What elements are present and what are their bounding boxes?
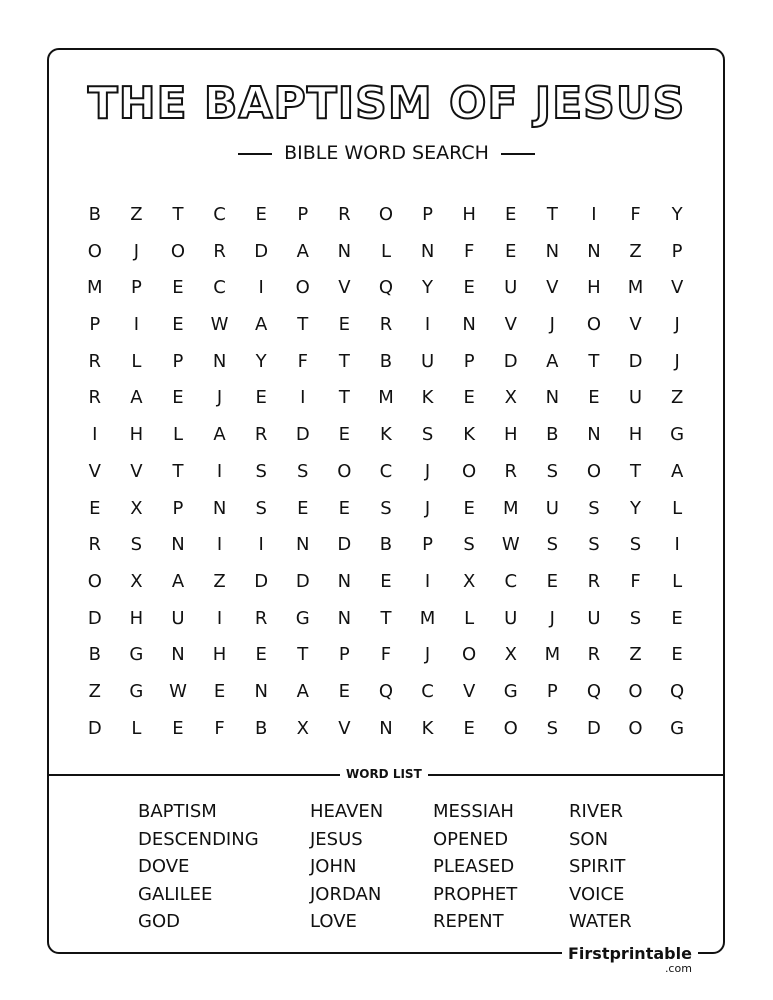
subtitle — [0, 141, 773, 165]
grid-letter: E — [172, 314, 184, 336]
subtitle-text: BIBLE WORD SEARCH — [284, 142, 489, 164]
grid-letter: M — [544, 644, 561, 666]
grid-letter: S — [588, 497, 600, 519]
grid-letter: P — [130, 277, 142, 299]
word-item: OPENED — [433, 828, 509, 850]
grid-letter: E — [297, 497, 309, 519]
grid-letter: W — [169, 680, 187, 702]
grid-letter: V — [629, 314, 642, 336]
grid-letter: P — [422, 534, 433, 556]
grid-letter: H — [129, 424, 144, 446]
grid-letter: I — [300, 387, 306, 409]
grid-letter: N — [587, 240, 601, 262]
grid-letter: C — [421, 680, 434, 702]
grid-letter: V — [546, 277, 559, 299]
grid-letter: T — [172, 460, 184, 482]
word-list-label: WORD LIST — [340, 765, 428, 783]
grid-letter: E — [172, 387, 184, 409]
grid-letter: H — [462, 204, 476, 225]
grid-letter: I — [424, 314, 431, 336]
grid-letter: E — [463, 717, 475, 739]
grid-letter: T — [380, 607, 392, 629]
word-item: RIVER — [569, 801, 624, 822]
grid-letter: S — [546, 460, 559, 482]
grid-letter: R — [88, 534, 102, 556]
grid-letter: N — [462, 314, 476, 336]
grid-letter: S — [297, 460, 309, 482]
grid-letter: Z — [88, 680, 101, 702]
grid-letter: O — [462, 460, 477, 482]
grid-letter: L — [131, 717, 142, 739]
grid-letter: Z — [130, 204, 143, 225]
grid-letter: A — [670, 460, 684, 482]
logo-suffix: .com — [664, 962, 692, 975]
grid-letter: A — [296, 680, 309, 702]
grid-letter: D — [586, 717, 601, 739]
grid-letter: J — [549, 607, 555, 629]
grid-letter: E — [213, 680, 226, 702]
grid-letter: X — [130, 497, 143, 519]
grid-letter: T — [172, 204, 184, 225]
grid-letter: D — [503, 350, 518, 372]
word-column-1 — [138, 798, 259, 936]
grid-letter: E — [338, 497, 351, 519]
grid-letter: T — [546, 204, 558, 225]
grid-letter: R — [587, 570, 601, 592]
grid-letter: Z — [670, 387, 684, 409]
divider-right — [501, 153, 535, 155]
grid-letter: M — [378, 387, 394, 409]
grid-letter: N — [171, 644, 185, 666]
grid-letter: H — [212, 644, 227, 666]
grid-letter: J — [133, 240, 140, 262]
word-item: SON — [569, 828, 609, 850]
grid-letter: N — [296, 534, 310, 556]
grid-letter: D — [628, 350, 643, 372]
word-item: VOICE — [569, 883, 625, 905]
word-column-4 — [569, 798, 632, 936]
grid-letter: I — [92, 424, 98, 446]
grid-letter: R — [88, 350, 102, 372]
grid-letter: G — [129, 680, 144, 702]
grid-letter: H — [503, 424, 518, 446]
grid-letter: N — [212, 350, 227, 372]
grid-letter: U — [587, 607, 601, 629]
grid-letter: E — [463, 277, 475, 299]
grid-letter: E — [255, 387, 267, 409]
grid-letter: X — [130, 570, 143, 592]
grid-letter: B — [379, 534, 393, 556]
grid-letter: E — [380, 570, 392, 592]
grid-letter: N — [254, 680, 268, 702]
grid-letter: B — [88, 204, 101, 225]
grid-letter: E — [255, 644, 267, 666]
grid-letter: A — [296, 240, 309, 262]
grid-letter: O — [87, 240, 102, 262]
grid-letter: M — [627, 277, 644, 299]
grid-letter: K — [463, 424, 476, 446]
grid-letter: M — [419, 607, 436, 629]
grid-letter: J — [674, 314, 680, 336]
grid-letter: A — [171, 570, 185, 592]
grid-letter: E — [463, 497, 475, 519]
grid-letter: N — [545, 240, 560, 262]
grid-letter: G — [670, 717, 685, 739]
grid-letter: E — [546, 570, 559, 592]
grid-letter: O — [628, 680, 643, 702]
grid-letter: E — [89, 497, 101, 519]
grid-letter: S — [255, 460, 267, 482]
grid-letter: D — [254, 570, 269, 592]
letter-grid — [74, 197, 698, 747]
grid-letter: S — [629, 607, 642, 629]
grid-letter: L — [380, 240, 391, 262]
grid-letter: Z — [629, 240, 642, 262]
grid-letter: S — [380, 497, 392, 519]
grid-letter: A — [546, 350, 559, 372]
grid-letter: L — [672, 497, 683, 519]
grid-letter: B — [379, 350, 393, 372]
page-title: THE BAPTISM OF JESUS — [87, 78, 686, 129]
grid-letter: I — [216, 534, 223, 556]
grid-letter: R — [338, 204, 351, 225]
grid-letter: S — [463, 534, 475, 556]
grid-letter: O — [503, 717, 518, 739]
grid-letter: D — [337, 534, 352, 556]
grid-letter: N — [545, 387, 560, 409]
grid-letter: G — [670, 424, 685, 446]
firstprintable-logo — [562, 944, 698, 974]
grid-letter: U — [545, 497, 559, 519]
grid-letter: O — [87, 570, 102, 592]
grid-letter: E — [463, 387, 475, 409]
grid-letter: H — [129, 607, 144, 629]
grid-letter: O — [628, 717, 643, 739]
grid-letter: O — [170, 240, 186, 262]
grid-letter: I — [258, 277, 264, 299]
grid-letter: E — [671, 644, 683, 666]
grid-letter: E — [671, 607, 683, 629]
grid-letter: L — [131, 350, 142, 372]
grid-letter: M — [87, 277, 103, 299]
grid-letter: O — [337, 460, 352, 482]
grid-letter: E — [588, 387, 600, 409]
word-item: DESCENDING — [138, 828, 259, 850]
grid-letter: Q — [586, 680, 601, 702]
word-item: MESSIAH — [433, 801, 514, 822]
grid-letter: P — [546, 680, 558, 702]
word-item: PROPHET — [433, 883, 518, 905]
grid-letter: I — [674, 534, 680, 556]
grid-letter: A — [213, 424, 226, 446]
grid-letter: R — [504, 460, 517, 482]
grid-letter: R — [254, 607, 268, 629]
grid-letter: C — [213, 204, 226, 225]
grid-letter: X — [504, 387, 517, 409]
word-column-3 — [433, 798, 517, 936]
grid-letter: P — [671, 240, 683, 262]
grid-letter: N — [212, 497, 227, 519]
grid-letter: T — [297, 644, 309, 666]
word-item: PLEASED — [433, 856, 515, 877]
grid-letter: I — [216, 460, 223, 482]
grid-letter: K — [421, 717, 434, 739]
grid-letter: S — [130, 534, 143, 556]
grid-letter: V — [130, 460, 143, 482]
grid-letter: O — [586, 460, 601, 482]
grid-letter: Y — [671, 204, 683, 225]
grid-letter: V — [670, 277, 684, 299]
grid-letter: C — [504, 570, 518, 592]
word-column-2 — [310, 798, 383, 936]
grid-letter: F — [380, 644, 392, 666]
grid-letter: H — [587, 277, 601, 299]
word-item: DOVE — [138, 856, 190, 877]
grid-letter: R — [254, 424, 268, 446]
grid-letter: C — [379, 460, 393, 482]
grid-letter: G — [129, 644, 144, 666]
grid-letter: V — [504, 314, 517, 336]
grid-letter: P — [463, 350, 475, 372]
word-item: SPIRIT — [569, 856, 626, 877]
grid-letter: W — [210, 314, 229, 336]
grid-letter: B — [88, 644, 101, 666]
grid-letter: F — [214, 717, 225, 739]
grid-letter: U — [504, 607, 518, 629]
grid-letter: J — [216, 387, 223, 409]
grid-letter: O — [586, 314, 601, 336]
grid-letter: Y — [255, 350, 267, 372]
grid-letter: E — [338, 424, 351, 446]
grid-letter: T — [630, 460, 642, 482]
grid-letter: L — [464, 607, 475, 629]
grid-letter: Q — [378, 680, 394, 702]
word-item: JOHN — [310, 856, 357, 877]
grid-letter: P — [297, 204, 309, 225]
grid-letter: U — [504, 277, 518, 299]
grid-letter: J — [424, 497, 431, 519]
word-item: HEAVEN — [310, 801, 384, 822]
word-item: JORDAN — [310, 883, 382, 905]
grid-letter: P — [338, 644, 350, 666]
grid-letter: J — [549, 314, 555, 336]
word-item: JESUS — [310, 828, 363, 850]
grid-letter: R — [379, 314, 393, 336]
grid-letter: O — [378, 204, 394, 225]
grid-letter: O — [295, 277, 310, 299]
grid-letter: N — [420, 240, 435, 262]
grid-letter: E — [505, 204, 517, 225]
grid-letter: D — [254, 240, 269, 262]
grid-letter: J — [424, 460, 431, 482]
grid-letter: U — [628, 387, 643, 409]
grid-letter: F — [297, 350, 308, 372]
grid-letter: M — [502, 497, 519, 519]
grid-letter: V — [462, 680, 476, 702]
grid-letter: F — [630, 204, 641, 225]
grid-letter: S — [546, 717, 559, 739]
grid-letter: E — [338, 314, 351, 336]
grid-letter: O — [462, 644, 477, 666]
grid-letter: P — [422, 204, 433, 225]
grid-letter: E — [505, 240, 517, 262]
grid-letter: N — [337, 570, 352, 592]
grid-letter: L — [672, 570, 683, 592]
grid-letter: D — [87, 717, 102, 739]
word-item: GALILEE — [138, 883, 213, 905]
grid-letter: S — [421, 424, 434, 446]
grid-letter: S — [629, 534, 642, 556]
word-item: GOD — [138, 911, 180, 932]
grid-letter: I — [133, 314, 140, 336]
grid-letter: U — [420, 350, 435, 372]
grid-letter: W — [501, 534, 520, 556]
grid-letter: D — [87, 607, 102, 629]
logo-name: Firstprintable — [568, 944, 692, 963]
grid-letter: N — [587, 424, 601, 446]
grid-letter: D — [295, 570, 310, 592]
divider-left — [238, 153, 272, 155]
grid-letter: F — [463, 240, 475, 262]
word-item: WATER — [569, 911, 632, 932]
grid-letter: L — [172, 424, 183, 446]
grid-letter: Y — [422, 277, 434, 299]
grid-letter: E — [255, 204, 267, 225]
word-item: REPENT — [433, 911, 504, 932]
grid-letter: G — [503, 680, 518, 702]
word-item: BAPTISM — [138, 801, 217, 822]
grid-letter: Z — [629, 644, 642, 666]
grid-letter: D — [295, 424, 310, 446]
grid-letter: I — [258, 534, 264, 556]
grid-letter: V — [88, 460, 101, 482]
grid-letter: T — [338, 350, 350, 372]
grid-letter: Q — [670, 680, 685, 702]
grid-letter: A — [130, 387, 143, 409]
grid-letter: J — [424, 644, 431, 666]
grid-letter: Q — [378, 277, 394, 299]
grid-letter: P — [172, 497, 184, 519]
word-item: LOVE — [310, 911, 357, 932]
grid-letter: N — [337, 240, 352, 262]
grid-letter: N — [379, 717, 393, 739]
grid-letter: T — [338, 387, 350, 409]
grid-letter: J — [674, 350, 680, 372]
grid-letter: P — [172, 350, 184, 372]
grid-letter: G — [295, 607, 310, 629]
grid-letter: U — [171, 607, 185, 629]
grid-letter: P — [89, 314, 101, 336]
grid-letter: Z — [213, 570, 226, 592]
grid-letter: R — [213, 240, 226, 262]
grid-letter: I — [424, 570, 431, 592]
grid-letter: F — [630, 570, 641, 592]
grid-letter: X — [296, 717, 309, 739]
grid-letter: C — [213, 277, 226, 299]
grid-letter: Y — [630, 497, 642, 519]
grid-letter: X — [462, 570, 476, 592]
grid-letter: V — [338, 277, 351, 299]
grid-letter: R — [88, 387, 102, 409]
grid-letter: S — [255, 497, 267, 519]
grid-letter: S — [546, 534, 559, 556]
grid-letter: V — [338, 717, 351, 739]
grid-letter: H — [628, 424, 643, 446]
grid-letter: I — [216, 607, 223, 629]
grid-letter: N — [171, 534, 185, 556]
grid-letter: T — [588, 350, 600, 372]
grid-letter: R — [587, 644, 601, 666]
grid-letter: B — [546, 424, 559, 446]
grid-letter: E — [172, 277, 184, 299]
grid-letter: E — [338, 680, 351, 702]
grid-letter: T — [297, 314, 309, 336]
grid-letter: X — [504, 644, 517, 666]
grid-letter: S — [588, 534, 600, 556]
grid-letter: E — [172, 717, 184, 739]
grid-letter: B — [254, 717, 268, 739]
grid-letter: K — [421, 387, 434, 409]
grid-letter: N — [337, 607, 352, 629]
grid-letter: K — [380, 424, 392, 446]
grid-letter: I — [591, 204, 597, 225]
grid-letter: A — [255, 314, 268, 336]
